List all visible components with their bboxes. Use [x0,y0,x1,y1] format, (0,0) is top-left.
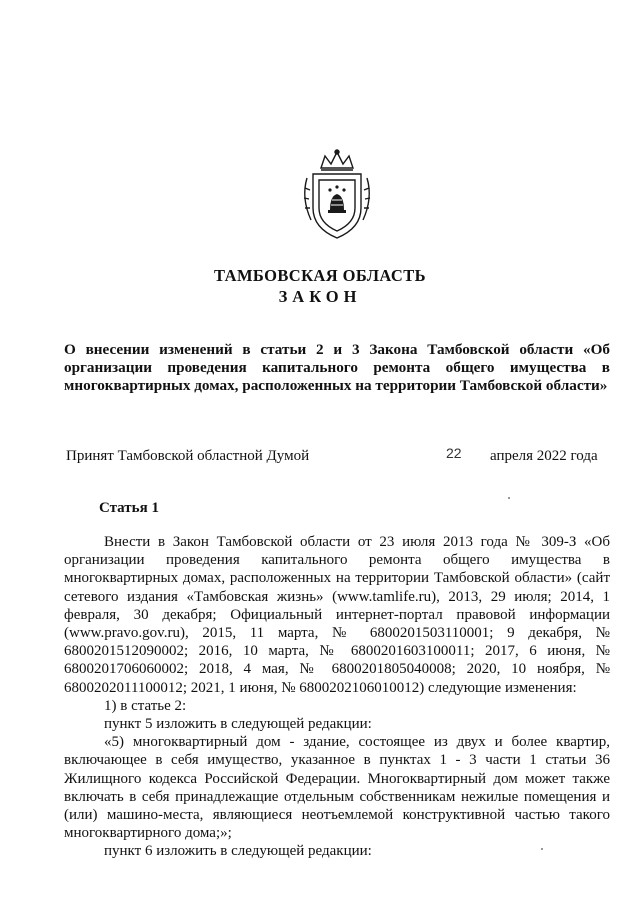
scan-speck [541,848,543,850]
article-intro-paragraph: Внести в Закон Тамбовской области от 23 июля 2013 года № 309-З «Об организации проведения капитального ремонта общего имущества в многоквартирных домах, расположенных на территории Тамбовской области» (сайт сетевого издания «Тамбовская жизнь» (www.tamlife.ru), 2013, 29 июля; 2014, 1 февраля, 30 декабря; Официальный интернет-портал правовой информации (www.pravo.gov.ru), 2015, 11 марта, № 6800201503110001; 9 декабря, № 6800201512090002; 2016, 10 марта, № 6800201603100011; 2017, 6 июня, № 6800201706060002; 2018, 4 мая, № 6800201805040008; 2020, 10 ноября, № 6800202011100012; 2021, 1 июня, № 6800202106010012) следующие изменения: [64,534,610,696]
item-1-text: 1) в статье 2: [104,697,187,714]
point-5-text: «5) многоквартирный дом - здание, состоящее из двух и более квартир, включающее в себя имущество, указанное в пунктах 1 - 3 части 1 статьи 36 Жилищного кодекса Российской Федерации. Многоквартирный дом может также включать в себя принадлежащие отдельным собственникам нежилые помещения и (или) машино-места, являющиеся неотъемлемой конструктивной частью такого многоквартирного дома;»; [64,734,610,842]
scan-speck [508,497,510,499]
adoption-day: 22 [446,445,462,461]
document-type-heading: ЗАКОН [278,287,362,306]
region-heading: ТАМБОВСКАЯ ОБЛАСТЬ [214,266,426,285]
point-5-intro: пункт 5 изложить в следующей редакции: [104,716,372,733]
law-subject-title: О внесении изменений в статьи 2 и 3 Закона Тамбовской области «Об организации проведения капитального ремонта общего имущества в многоквартирных домах, расположенных на территории Тамбовской области» [64,341,610,394]
coat-of-arms-icon [297,148,377,240]
adopted-by-text: Принят Тамбовской областной Думой [66,448,310,464]
adoption-month-year: апреля 2022 года [490,448,598,464]
point-6-intro: пункт 6 изложить в следующей редакции: [104,843,372,860]
article-body [64,533,610,861]
article-title: Статья 1 [99,500,159,516]
